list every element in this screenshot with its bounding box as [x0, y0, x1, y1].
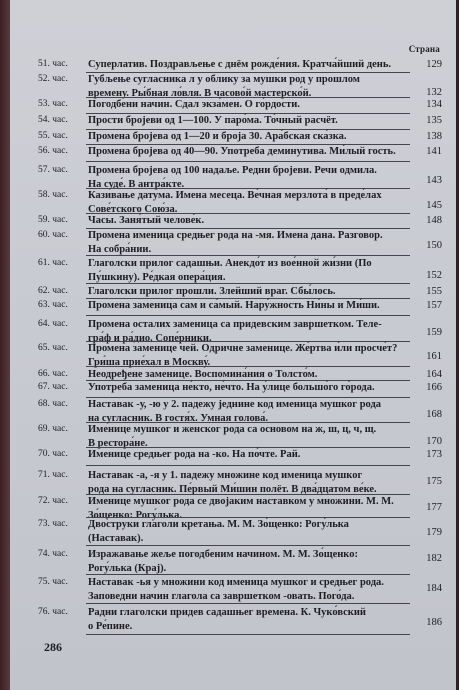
lesson-page-number: 134 — [426, 99, 442, 110]
lesson-page-number: 186 — [426, 617, 442, 628]
lesson-title: Наставак -ья у множини код именица мушког и средњег рода. Заповедни начин глагола са завршетком -овать. Пого́да. — [88, 577, 384, 602]
lesson-number: 63. час. — [38, 300, 68, 310]
lesson-page-number: 132 — [426, 87, 442, 98]
lesson-page-number: 150 — [426, 240, 442, 251]
lesson-title: Именице мушког рода се двојаким наставком у множини. М. М. Зо́щенко: Рогу́лька. — [88, 496, 394, 521]
lesson-number: 66. час. — [38, 369, 68, 379]
toc-entry — [10, 257, 456, 284]
toc-entry — [10, 73, 456, 98]
lesson-number: 58. час. — [38, 190, 68, 200]
lesson-number: 75. час. — [38, 577, 68, 587]
toc-entry — [10, 164, 456, 189]
lesson-title: Промена бројева од 1—20 и броја 30. Ара́бская ска́зка. — [88, 131, 347, 142]
lesson-number: 73. час. — [38, 519, 68, 529]
lesson-page-number: 148 — [426, 215, 442, 226]
toc-entry — [10, 58, 456, 73]
lesson-number: 56. час. — [38, 146, 68, 156]
lesson-title: Промена заменица сам и са́мый. Нару́жность Ни́ны и Ми́ши. — [88, 300, 380, 311]
lesson-page-number: 166 — [426, 382, 442, 393]
book-spine-edge — [0, 0, 10, 690]
toc-entry — [10, 114, 456, 130]
lesson-number: 61. час. — [38, 258, 68, 268]
lesson-page-number: 182 — [426, 553, 442, 564]
toc-entry — [10, 381, 456, 398]
lesson-number: 76. час. — [38, 607, 68, 617]
lesson-number: 65. час. — [38, 343, 68, 353]
lesson-title: Промена именица средњег рода на -мя. Имена дана. Разговор. На собра́нии. — [88, 230, 383, 255]
lesson-number: 60. час. — [38, 230, 68, 240]
lesson-number: 71. час. — [38, 470, 68, 480]
lesson-page-number: 184 — [426, 583, 442, 594]
lesson-title: Погодбени начин. Сдал экза́мен. О го́рдости. — [88, 99, 300, 110]
toc-entry — [10, 145, 456, 162]
lesson-title: Глаголски прилог садашњи. Анекдо́т из вое́нной жи́зни (По Пу́шкину). Ре́дкая опера́ция. — [88, 258, 372, 283]
toc-entry — [10, 548, 456, 575]
lesson-title: Именице средњег рода на -ко. На по́чте. Рай. — [88, 449, 301, 460]
lesson-number: 59. час. — [38, 215, 68, 225]
lesson-page-number: 170 — [426, 436, 442, 447]
lesson-number: 74. час. — [38, 549, 68, 559]
lesson-title: Наставак -у, -ю у 2. падежу једнине код именица мушког рода на сугласник. В гостя́х. Умная голова́. — [88, 399, 382, 424]
lesson-title: Казивање датума. Имена месеца. Ве́чная мерзлота́ в преде́лах Сове́тского Сою́за. — [88, 190, 382, 215]
lesson-title: Радни глаголски придев садашњег времена. К. Чуко́вский о Ре́пине. — [88, 607, 366, 632]
lesson-title: Промена осталих заменица са придевским завршетком. Теле- гра́ф и ра́дио. Сопе́рники. — [88, 319, 382, 344]
lesson-number: 64. час. — [38, 319, 68, 329]
lesson-title: Употреба заменица не́кто, не́что. На у́лице большо́го го́рода. — [88, 382, 375, 393]
lesson-page-number: 141 — [426, 146, 442, 157]
lesson-page-number: 161 — [426, 351, 442, 362]
lesson-number: 72. час. — [38, 496, 68, 506]
row-divider — [86, 545, 410, 546]
lesson-page-number: 175 — [426, 476, 442, 487]
lesson-number: 54. час. — [38, 115, 68, 125]
lesson-page-number: 173 — [426, 449, 442, 460]
lesson-number: 69. час. — [38, 424, 68, 434]
lesson-number: 55. час. — [38, 131, 68, 141]
lesson-page-number: 138 — [426, 131, 442, 142]
lesson-page-number: 143 — [426, 175, 442, 186]
lesson-title: Промена бројева од 40—90. Употреба деминутива. Ми́лый гость. — [88, 146, 396, 157]
lesson-number: 57. час. — [38, 165, 68, 175]
toc-entry — [10, 342, 456, 367]
lesson-page-number: 159 — [426, 327, 442, 338]
lesson-title: Двоструки глаголи кретања. М. М. Зо́щенко: Рогу́лька (Наставак). — [88, 519, 349, 544]
row-divider — [86, 634, 410, 635]
toc-entry — [10, 469, 456, 495]
toc-entry — [10, 423, 456, 448]
lesson-page-number: 179 — [426, 527, 442, 538]
book-page — [10, 0, 456, 690]
toc-entry — [10, 189, 456, 214]
lesson-page-number: 145 — [426, 200, 442, 211]
toc-entry — [10, 398, 456, 423]
toc-entry — [10, 214, 456, 229]
row-divider — [86, 255, 410, 256]
lesson-number: 53. час. — [38, 99, 68, 109]
lesson-title: Губљење сугласника л у облику за мушки род у прошлом времену. Ры́бная ло́вля. В часово́й мастерско́й. — [88, 74, 360, 99]
lesson-title: Суперлатив. Поздрављење с днём рожде́ния. Кратча́йший день. — [88, 59, 392, 70]
lesson-title: Изражавање жеље погодбеним начином. М. М. Зо́щенко: Рогу́лька (Крај). — [88, 549, 358, 574]
toc-entry — [10, 299, 456, 316]
table-of-contents — [10, 0, 456, 640]
lesson-page-number: 168 — [426, 409, 442, 420]
toc-entry — [10, 98, 456, 114]
toc-entry — [10, 318, 456, 342]
row-divider — [86, 465, 410, 466]
lesson-number: 67. час. — [38, 382, 68, 392]
row-divider — [86, 366, 410, 367]
lesson-title: Глаголски прилог прошли. Злейший враг. Сбы́лось. — [88, 286, 336, 297]
lesson-title: Прости бројеви од 1—100. У паро́ма. То́чный расчёт. — [88, 115, 338, 126]
page-column-header: Страна — [408, 44, 440, 54]
toc-entry — [10, 495, 456, 521]
row-divider — [86, 574, 410, 575]
toc-entry — [10, 448, 456, 466]
lesson-page-number: 155 — [426, 286, 442, 297]
lesson-number: 52. час. — [38, 74, 68, 84]
lesson-title: Промена бројева од 100 надаље. Редни бројеви. Речи одмила. На суде́. В антра́кте. — [88, 165, 377, 190]
lesson-title: Неодређене заменице. Воспомина́ния о Толсто́м. — [88, 369, 318, 380]
lesson-number: 62. час. — [38, 286, 68, 296]
toc-entry — [10, 130, 456, 145]
lesson-number: 51. час. — [38, 59, 68, 69]
toc-entry — [10, 576, 456, 604]
lesson-page-number: 129 — [426, 59, 442, 70]
lesson-page-number: 152 — [426, 270, 442, 281]
toc-entry — [10, 606, 456, 635]
toc-entry — [10, 229, 456, 256]
toc-entry — [10, 518, 456, 546]
lesson-title: Часы. Заня́тый челове́к. — [88, 215, 205, 226]
lesson-page-number: 164 — [426, 369, 442, 380]
row-divider — [86, 161, 410, 162]
row-divider — [86, 603, 410, 604]
row-divider — [86, 315, 410, 316]
lesson-title: Наставак -а, -я у 1. падежу множине код именица мушког рода на сугласник. Пе́рвый Ми́шин полёт. В два́дцатом ве́ке. — [88, 470, 377, 495]
lesson-number: 68. час. — [38, 399, 68, 409]
lesson-number: 70. час. — [38, 449, 68, 459]
lesson-title: Именице мушког и женског рода са основом на ж, ш, ц, ч, щ. В рестора́не. — [88, 424, 377, 449]
toc-entry — [10, 368, 456, 381]
lesson-page-number: 177 — [426, 502, 442, 513]
row-divider — [86, 283, 410, 284]
lesson-page-number: 157 — [426, 300, 442, 311]
lesson-page-number: 135 — [426, 115, 442, 126]
page-number: 286 — [44, 640, 62, 654]
toc-entry — [10, 285, 456, 299]
lesson-title: Промена заменице чей. Одричне заменице. Же́ртва и́ли просче́т? Гри́ша прие́хал в Москву́. — [88, 343, 398, 368]
